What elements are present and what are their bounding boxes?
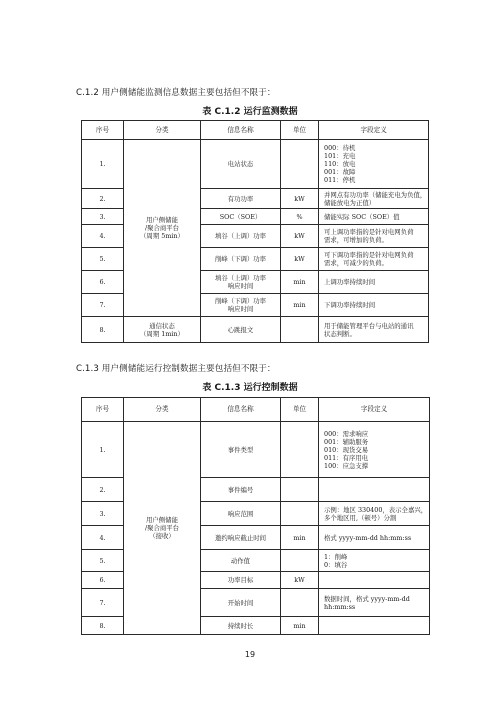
row-no: 5. (82, 248, 124, 271)
row-unit: min (281, 271, 319, 294)
row-name: 动作值 (201, 550, 281, 572)
row-no: 1. (82, 422, 124, 478)
section-heading-c12: C.1.2 用户侧储能监测信息数据主要包括但不限于： (76, 88, 276, 98)
definition-line: 上调功率持续时间 (324, 278, 376, 286)
row-unit (281, 589, 319, 617)
table-caption-c12: 表 C.1.2 运行监测数据 (202, 107, 298, 117)
row-definition (319, 140, 429, 189)
row-no: 7. (82, 294, 124, 317)
row-unit: kW (281, 225, 319, 248)
definition-line: 储能实际 SOC（SOE）值 (324, 212, 400, 221)
row-unit: kW (281, 572, 319, 589)
row-definition (319, 209, 429, 225)
row-definition (319, 189, 429, 209)
page-number: 19 (244, 650, 256, 659)
row-unit (281, 550, 319, 572)
row-name: 功率目标 (201, 572, 281, 589)
row-definition (319, 589, 430, 617)
row-definition (319, 317, 429, 343)
definition-line: 0：填谷 (324, 560, 348, 569)
row-definition (319, 294, 429, 317)
definition-line: 101：充电 (324, 152, 356, 160)
category-line: /聚合商平台 (144, 524, 180, 532)
category-line: 用户侧储能 (146, 216, 178, 224)
row-definition (319, 526, 430, 550)
row-name: 填谷（上调）功率 响应时间 (201, 271, 281, 294)
row-unit: % (281, 209, 319, 225)
row-definition (319, 248, 429, 271)
row-name: 削峰（下调）功率 响应时间 (201, 294, 281, 317)
row-no: 6. (82, 271, 124, 294)
row-no: 7. (82, 589, 124, 617)
row-unit (281, 422, 319, 478)
row-definition (319, 478, 430, 502)
definition-line: 并网点有功功率（储能充电为负值， (324, 190, 427, 199)
row-no: 1. (82, 140, 124, 189)
definition-line: 001：故障 (324, 168, 356, 176)
definition-line: 110：放电 (324, 160, 356, 168)
row-name: 事件类型 (201, 422, 281, 478)
header-name: 信息名称 (201, 121, 281, 140)
row-name: 填谷（上调）功率 (201, 225, 281, 248)
definition-line: 000：待机 (324, 144, 356, 152)
definition-line: 状态判断。 (324, 329, 356, 338)
monitoring-data-table (81, 120, 429, 343)
definition-line: 000：需求响应 (324, 429, 369, 438)
definition-line: 示例：地区 330400，表示全嘉兴， (324, 505, 428, 514)
table-header-row (82, 121, 429, 140)
category-cell (124, 422, 201, 635)
row-name: 持续时长 (201, 617, 281, 635)
row-unit: min (281, 617, 319, 635)
table-header-row (82, 398, 430, 422)
category-cell (124, 317, 201, 343)
definition-line: 100：应急支撑 (324, 461, 369, 470)
section-heading-c13: C.1.3 用户侧储能运行控制数据主要包括但不限于： (76, 364, 276, 374)
control-data-table (81, 397, 430, 635)
category-line: （接收） (149, 532, 175, 540)
row-name: SOC（SOE） (201, 209, 281, 225)
category-line: （周期 1min） (140, 329, 184, 338)
row-unit: kW (281, 189, 319, 209)
row-unit (281, 317, 319, 343)
header-definition: 字段定义 (319, 121, 429, 140)
row-unit (281, 140, 319, 189)
header-unit: 单位 (281, 398, 319, 422)
definition-line: 下调功率持续时间 (324, 301, 376, 309)
row-definition (319, 572, 430, 589)
definition-line: 011：有序用电 (324, 453, 369, 462)
row-definition (319, 271, 429, 294)
row-no: 3. (82, 502, 124, 526)
table-caption-c13: 表 C.1.3 运行控制数据 (202, 383, 298, 393)
row-definition (319, 617, 430, 635)
definition-line: 储能放电为正值） (324, 198, 376, 207)
row-name: 事件编号 (201, 478, 281, 502)
header-name: 信息名称 (201, 398, 281, 422)
definition-line: 011：停机 (324, 176, 356, 184)
definition-line: 1：削峰 (324, 552, 348, 561)
row-no: 8. (82, 617, 124, 635)
definition-line: 可上调功率指的是针对电网负荷 (324, 228, 414, 236)
definition-line: 需求，可增加的负荷。 (324, 236, 388, 244)
row-definition (319, 422, 430, 478)
row-unit: min (281, 294, 319, 317)
row-unit (281, 502, 319, 526)
row-no: 2. (82, 478, 124, 502)
definition-line: 多个地区用,（顿号）分割 (324, 513, 397, 522)
row-no: 2. (82, 189, 124, 209)
row-no: 6. (82, 572, 124, 589)
header-category: 分类 (124, 121, 201, 140)
definition-line: 需求，可减少的负荷。 (324, 259, 388, 267)
header-category: 分类 (124, 398, 201, 422)
definition-line: 010：现货交易 (324, 445, 369, 454)
row-no: 3. (82, 209, 124, 225)
row-name: 心跳报文 (201, 317, 281, 343)
row-name: 开始时间 (201, 589, 281, 617)
header-unit: 单位 (281, 121, 319, 140)
header-no: 序号 (82, 398, 124, 422)
definition-line: 数据时间，格式 yyyy-mm-dd (324, 594, 410, 603)
definition-line: 用于储能管理平台与电站的通讯 (324, 321, 414, 330)
row-name: 响应范围 (201, 502, 281, 526)
table-row (82, 140, 429, 189)
row-name: 邀约响应截止时间 (201, 526, 281, 550)
category-line: /聚合商平台 (144, 224, 180, 232)
row-definition (319, 225, 429, 248)
definition-line: hh:mm:ss (324, 602, 356, 611)
row-unit (281, 478, 319, 502)
definition-line: 可下调功率指的是针对电网负荷 (324, 251, 414, 259)
row-no: 8. (82, 317, 124, 343)
row-no: 4. (82, 526, 124, 550)
row-name: 有功功率 (201, 189, 281, 209)
category-line: 用户侧储能 (146, 516, 178, 524)
row-no: 4. (82, 225, 124, 248)
table-row (82, 422, 430, 478)
row-no: 5. (82, 550, 124, 572)
category-line: （周期 5min） (140, 232, 184, 240)
table-row (82, 317, 429, 343)
row-name: 电站状态 (201, 140, 281, 189)
row-unit: min (281, 526, 319, 550)
row-definition (319, 550, 430, 572)
category-cell (124, 140, 201, 317)
definition-line: 格式 yyyy-mm-dd hh:mm:ss (324, 533, 412, 542)
row-unit: kW (281, 248, 319, 271)
row-name: 削峰（下调）功率 (201, 248, 281, 271)
category-line: 通信状态 (149, 321, 175, 330)
header-no: 序号 (82, 121, 124, 140)
header-definition: 字段定义 (319, 398, 430, 422)
row-definition (319, 502, 430, 526)
definition-line: 001：辅助服务 (324, 437, 369, 446)
